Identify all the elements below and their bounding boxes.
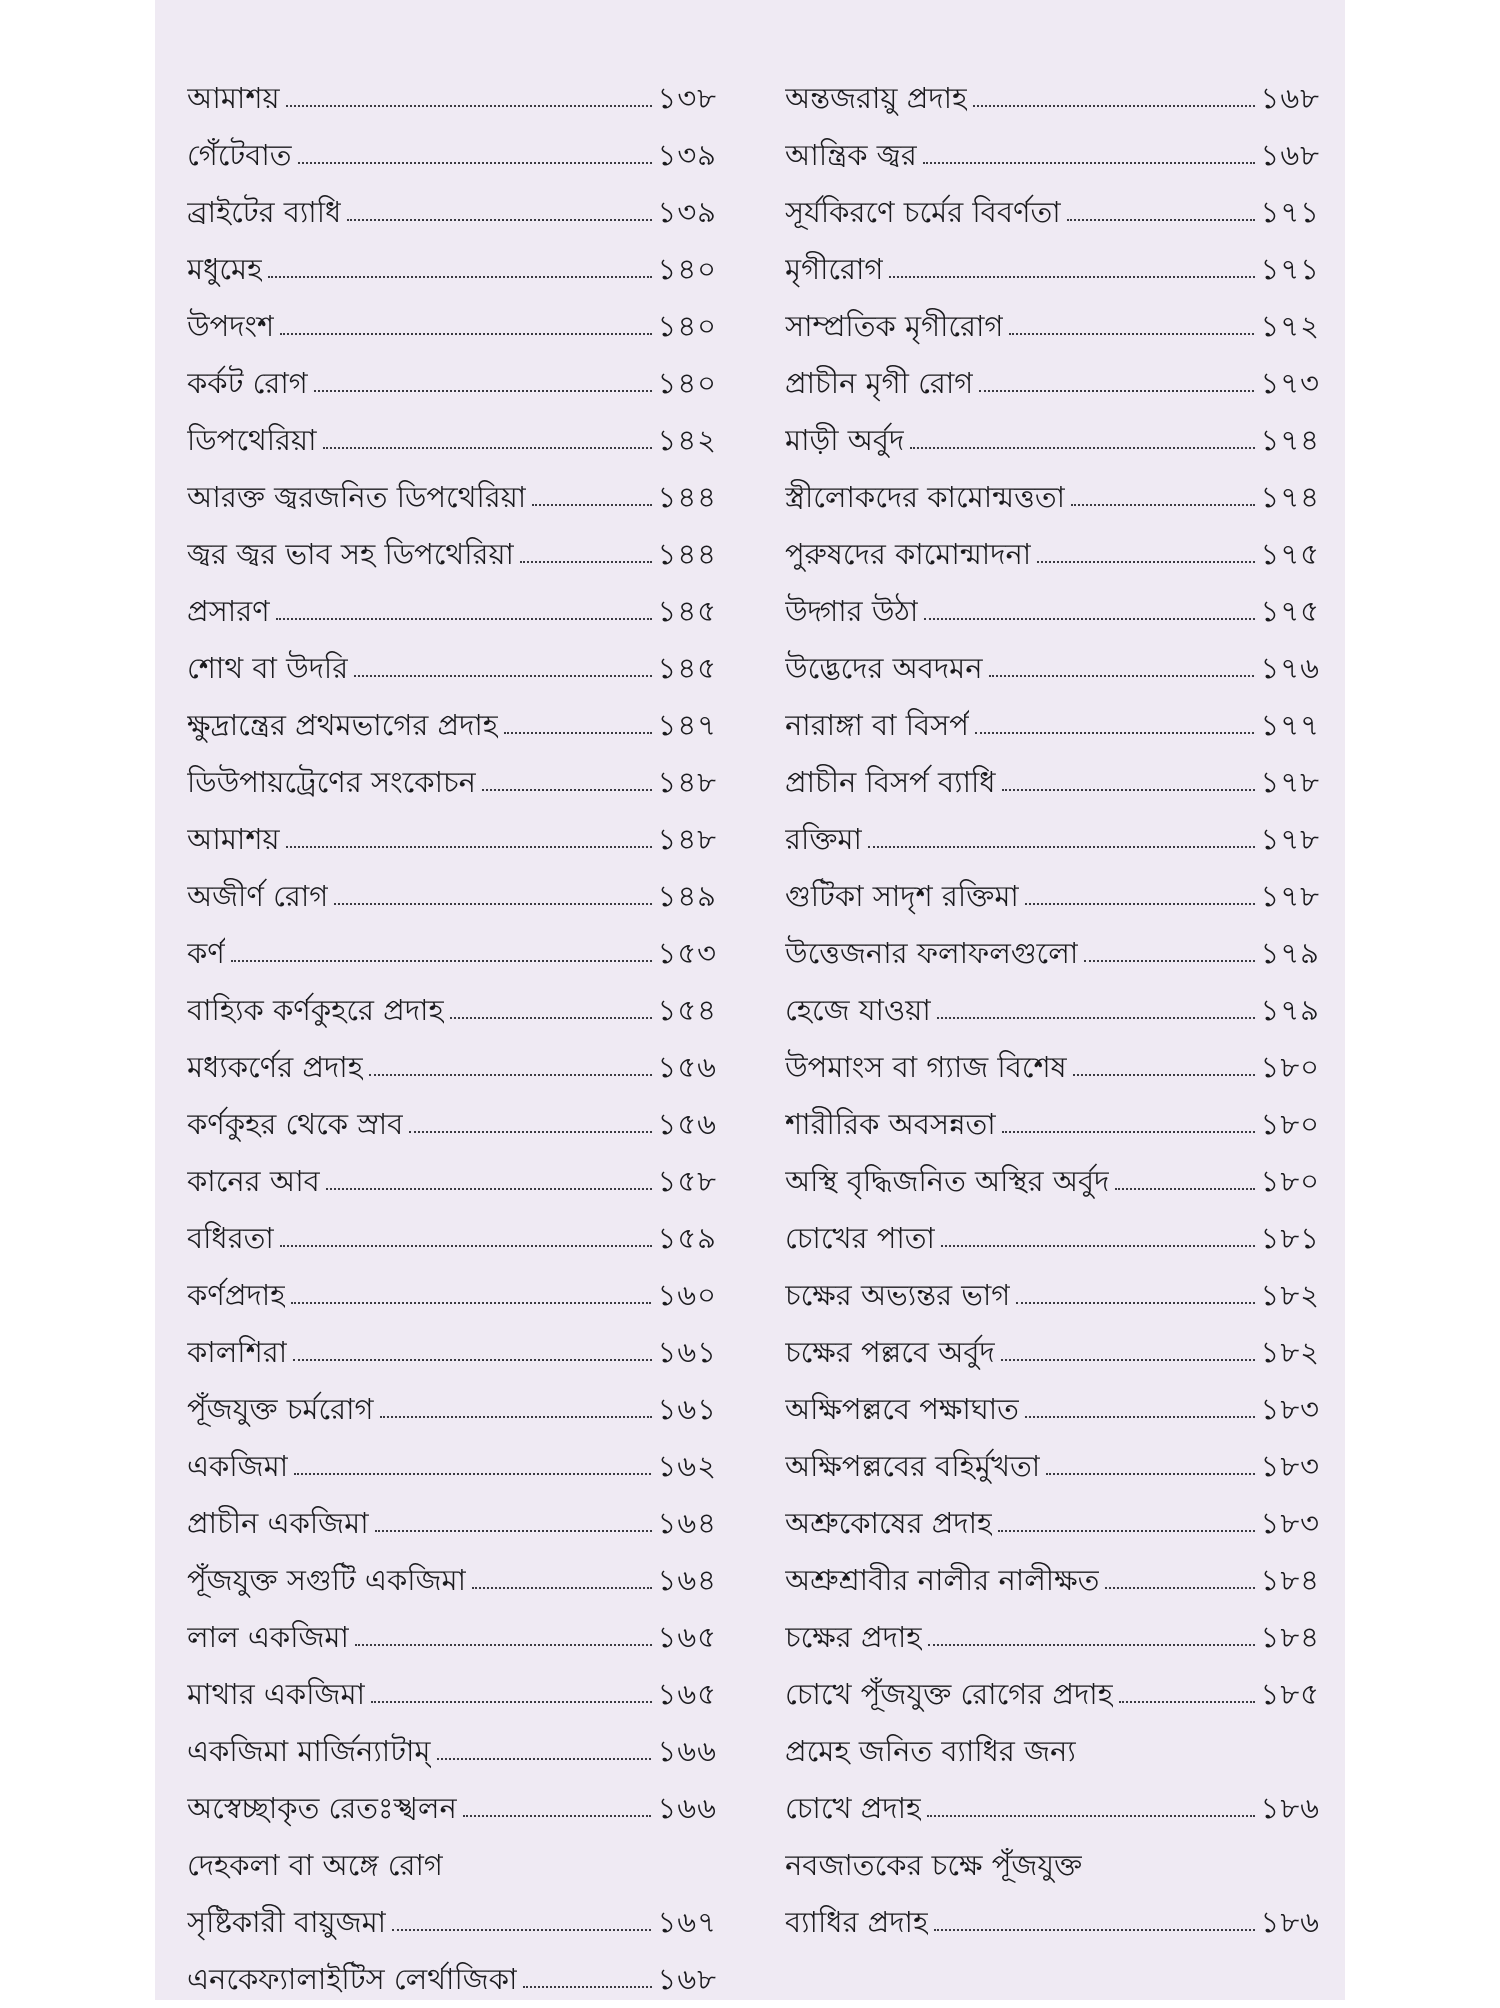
dot-leader xyxy=(1016,1301,1254,1304)
toc-entry-page-number: ১৭৪ xyxy=(1260,423,1320,457)
toc-entry-title: চক্ষের পল্লবে অর্বুদ xyxy=(785,1335,995,1369)
toc-entry-title: অন্তজরায়ু প্রদাহ xyxy=(785,81,968,115)
dot-leader xyxy=(989,674,1255,677)
dot-leader xyxy=(910,446,1254,449)
toc-entry xyxy=(785,412,1320,469)
toc-entry-page-number: ১৩৯ xyxy=(657,138,717,172)
dot-leader xyxy=(482,788,652,791)
toc-entry xyxy=(785,1837,1320,1894)
dot-leader xyxy=(1009,332,1254,335)
toc-entry xyxy=(187,1324,717,1381)
toc-entry-title: আমাশয় xyxy=(187,822,280,856)
toc-entry-page-number: ১৮৬ xyxy=(1260,1791,1320,1825)
toc-entry-page-number: ১৬২ xyxy=(657,1449,717,1483)
toc-entry-title: হেজে যাওয়া xyxy=(785,993,931,1027)
toc-entry xyxy=(187,412,717,469)
toc-entry-page-number: ১৬৪ xyxy=(657,1506,717,1540)
toc-entry-page-number: ১৬৭ xyxy=(657,1905,717,1939)
dot-leader xyxy=(437,1757,652,1760)
dot-leader xyxy=(355,1643,652,1646)
toc-entry-title: মাথার একজিমা xyxy=(187,1677,365,1711)
toc-entry-page-number: ১৬৫ xyxy=(657,1677,717,1711)
dot-leader xyxy=(280,1244,652,1247)
toc-entry xyxy=(785,1324,1320,1381)
toc-entry-title: সাম্প্রতিক মৃগীরোগ xyxy=(785,309,1004,343)
toc-entry-title: নবজাতকের চক্ষে পূঁজযুক্ত xyxy=(785,1848,1083,1882)
toc-entry xyxy=(187,241,717,298)
toc-entry-page-number: ১৭৮ xyxy=(1260,822,1320,856)
toc-entry xyxy=(785,1267,1320,1324)
dot-leader xyxy=(1046,1472,1254,1475)
dot-leader xyxy=(1002,788,1255,791)
toc-entry xyxy=(785,1039,1320,1096)
dot-leader xyxy=(928,1643,1255,1646)
toc-entry xyxy=(785,526,1320,583)
dot-leader xyxy=(1071,503,1255,506)
dot-leader xyxy=(923,161,1255,164)
dot-leader xyxy=(294,1472,651,1475)
toc-entry-title: চোখে পূঁজযুক্ত রোগের প্রদাহ xyxy=(785,1677,1113,1711)
toc-entry xyxy=(785,1438,1320,1495)
toc-entry-page-number: ১৮৪ xyxy=(1260,1563,1320,1597)
toc-entry-title: মধুমেহ xyxy=(187,252,263,286)
toc-entry-title: অস্বেচ্ছাকৃত রেতঃস্খলন xyxy=(187,1791,457,1825)
toc-entry xyxy=(785,754,1320,811)
dot-leader xyxy=(326,1187,652,1190)
toc-entry-title: অক্ষিপল্লবে পক্ষাঘাত xyxy=(785,1392,1019,1426)
dot-leader xyxy=(973,104,1254,107)
toc-entry xyxy=(785,1381,1320,1438)
toc-entry-page-number: ১৫৬ xyxy=(657,1107,717,1141)
toc-entry-title: কর্ণকুহর থেকে স্রাব xyxy=(187,1107,404,1141)
toc-entry-title: অজীর্ণ রোগ xyxy=(187,879,329,913)
toc-entry xyxy=(187,754,717,811)
toc-entry-page-number: ১৭৮ xyxy=(1260,765,1320,799)
toc-entry-page-number: ১৭৬ xyxy=(1260,651,1320,685)
toc-entry-title: অশ্রুকোষের প্রদাহ xyxy=(785,1506,993,1540)
dot-leader xyxy=(369,1073,652,1076)
toc-entry-page-number: ১৮০ xyxy=(1260,1107,1320,1141)
toc-entry-page-number: ১৭৭ xyxy=(1260,708,1320,742)
toc-entry-page-number: ১৪৮ xyxy=(657,822,717,856)
dot-leader xyxy=(979,389,1254,392)
toc-entry-title: ডিপথেরিয়া xyxy=(187,423,317,457)
toc-entry-page-number: ১৮০ xyxy=(1260,1050,1320,1084)
toc-entry-page-number: ১৪০ xyxy=(657,366,717,400)
toc-entry-title: শোথ বা উদরি xyxy=(187,651,349,685)
toc-entry-title: চোখে প্রদাহ xyxy=(785,1791,922,1825)
toc-entry-title: প্রসারণ xyxy=(187,594,270,628)
toc-entry-title: লাল একজিমা xyxy=(187,1620,349,1654)
toc-entry-title: ব্যাধির প্রদাহ xyxy=(785,1905,929,1939)
toc-entry xyxy=(187,1096,717,1153)
toc-entry xyxy=(785,583,1320,640)
toc-entry xyxy=(187,1609,717,1666)
toc-entry-title: সৃষ্টিকারী বায়ুজমা xyxy=(187,1905,387,1939)
toc-entry xyxy=(785,1894,1320,1951)
dot-leader xyxy=(520,560,652,563)
toc-entry-page-number: ১৭১ xyxy=(1260,252,1320,286)
toc-entry xyxy=(785,982,1320,1039)
toc-entry-page-number: ১৬৬ xyxy=(657,1734,717,1768)
toc-entry-page-number: ১৩৯ xyxy=(657,195,717,229)
toc-entry-title: শারীরিক অবসন্নতা xyxy=(785,1107,996,1141)
dot-leader xyxy=(276,617,652,620)
toc-entry xyxy=(187,1951,717,2008)
toc-left-column xyxy=(187,70,717,2008)
toc-entry-title: কর্কট রোগ xyxy=(187,366,308,400)
toc-entry xyxy=(785,1609,1320,1666)
toc-entry xyxy=(187,184,717,241)
toc-entry xyxy=(187,1666,717,1723)
dot-leader xyxy=(937,1016,1255,1019)
toc-entry xyxy=(785,127,1320,184)
toc-entry xyxy=(187,1552,717,1609)
toc-entry-page-number: ১৭২ xyxy=(1260,309,1320,343)
dot-leader xyxy=(380,1415,652,1418)
toc-entry-title: কালশিরা xyxy=(187,1335,288,1369)
toc-entry-title: আরক্ত জ্বরজনিত ডিপথেরিয়া xyxy=(187,480,527,514)
toc-entry xyxy=(187,1438,717,1495)
toc-entry-page-number: ১৮৩ xyxy=(1260,1506,1320,1540)
toc-entry xyxy=(785,1552,1320,1609)
toc-entry-page-number: ১৭৫ xyxy=(1260,594,1320,628)
toc-entry-title: রক্তিমা xyxy=(785,822,862,856)
toc-entry xyxy=(187,640,717,697)
toc-entry-page-number: ১৪৪ xyxy=(657,537,717,571)
dot-leader xyxy=(347,218,651,221)
toc-entry-page-number: ১৪৭ xyxy=(657,708,717,742)
dot-leader xyxy=(1115,1187,1254,1190)
toc-entry xyxy=(187,925,717,982)
dot-leader xyxy=(268,275,651,278)
dot-leader xyxy=(941,1244,1255,1247)
toc-entry-title: স্ত্রীলোকদের কামোন্মত্ততা xyxy=(785,480,1065,514)
dot-leader xyxy=(354,674,651,677)
toc-entry-title: অশ্রুশ্রাবীর নালীর নালীক্ষত xyxy=(785,1563,1100,1597)
toc-entry xyxy=(187,127,717,184)
toc-entry-page-number: ১৭৩ xyxy=(1260,366,1320,400)
dot-leader xyxy=(280,332,651,335)
dot-leader xyxy=(1073,1073,1255,1076)
toc-entry-title: আন্ত্রিক জ্বর xyxy=(785,138,917,172)
toc-entry xyxy=(187,1267,717,1324)
toc-entry-page-number: ১৫৮ xyxy=(657,1164,717,1198)
toc-entry xyxy=(785,70,1320,127)
toc-entry-title: অস্থি বৃদ্ধিজনিত অস্থির অর্বুদ xyxy=(785,1164,1110,1198)
toc-entry-page-number: ১৭১ xyxy=(1260,195,1320,229)
toc-entry-title: উপমাংস বা গ্যাজ বিশেষ xyxy=(785,1050,1067,1084)
toc-entry xyxy=(187,298,717,355)
toc-entry-title: গেঁটেবাত xyxy=(187,138,292,172)
toc-entry-title: কর্ণ xyxy=(187,936,225,970)
dot-leader xyxy=(1025,1415,1255,1418)
toc-entry-page-number: ১৬৫ xyxy=(657,1620,717,1654)
toc-entry-title: নারাঙ্গা বা বিসর্প xyxy=(785,708,969,742)
toc-entry-page-number: ১৬৮ xyxy=(1260,81,1320,115)
dot-leader xyxy=(298,161,652,164)
dot-leader xyxy=(975,731,1254,734)
toc-entry-page-number: ১৭৮ xyxy=(1260,879,1320,913)
toc-entry xyxy=(187,526,717,583)
dot-leader xyxy=(371,1700,652,1703)
toc-entry-page-number: ১৬৪ xyxy=(657,1563,717,1597)
toc-entry-title: কানের আব xyxy=(187,1164,320,1198)
toc-entry xyxy=(187,1381,717,1438)
dot-leader xyxy=(291,1301,651,1304)
toc-entry-page-number: ১৪০ xyxy=(657,252,717,286)
dot-leader xyxy=(375,1529,652,1532)
toc-entry-title: চোখের পাতা xyxy=(785,1221,935,1255)
toc-entry-title: ডিউপায়ট্রেণের সংকোচন xyxy=(187,765,476,799)
dot-leader xyxy=(504,731,651,734)
dot-leader xyxy=(286,104,652,107)
toc-entry xyxy=(785,469,1320,526)
toc-entry-title: কর্ণপ্রদাহ xyxy=(187,1278,286,1312)
toc-entry-title: পুরুষদের কামোন্মাদনা xyxy=(785,537,1032,571)
toc-entry xyxy=(187,355,717,412)
toc-entry-title: পূঁজযুক্ত সগুটি একজিমা xyxy=(187,1563,467,1597)
toc-entry-page-number: ১৪৮ xyxy=(657,765,717,799)
dot-leader xyxy=(523,1985,651,1988)
toc-entry xyxy=(187,1723,717,1780)
toc-entry-page-number: ১৭৪ xyxy=(1260,480,1320,514)
dot-leader xyxy=(1105,1586,1254,1589)
toc-entry xyxy=(785,1096,1320,1153)
toc-entry xyxy=(187,1039,717,1096)
toc-entry-title: অক্ষিপল্লবের বহির্মুখতা xyxy=(785,1449,1041,1483)
toc-entry-title: বাহ্যিক কর্ণকুহরে প্রদাহ xyxy=(187,993,444,1027)
dot-leader xyxy=(1067,218,1255,221)
toc-entry-page-number: ১৮৫ xyxy=(1260,1677,1320,1711)
toc-entry-page-number: ১৪৫ xyxy=(657,594,717,628)
toc-entry xyxy=(187,1153,717,1210)
dot-leader xyxy=(1119,1700,1255,1703)
toc-entry-title: প্রাচীন বিসর্প ব্যাধি xyxy=(785,765,996,799)
toc-entry-title: ব্রাইটের ব্যাধি xyxy=(187,195,342,229)
toc-entry-page-number: ১৮৬ xyxy=(1260,1905,1320,1939)
dot-leader xyxy=(934,1928,1254,1931)
toc-entry-page-number: ১৫৯ xyxy=(657,1221,717,1255)
toc-entry-page-number: ১৫৪ xyxy=(657,993,717,1027)
toc-entry-title: সূর্যকিরণে চর্মের বিবর্ণতা xyxy=(785,195,1061,229)
dot-leader xyxy=(1025,902,1255,905)
dot-leader xyxy=(1001,1358,1255,1361)
dot-leader xyxy=(1002,1130,1255,1133)
toc-entry-title: মৃগীরোগ xyxy=(785,252,884,286)
toc-entry-page-number: ১৮০ xyxy=(1260,1164,1320,1198)
toc-entry-title: বধিরতা xyxy=(187,1221,274,1255)
toc-entry xyxy=(785,184,1320,241)
toc-entry xyxy=(785,1210,1320,1267)
dot-leader xyxy=(286,845,652,848)
toc-entry-title: উপদংশ xyxy=(187,309,275,343)
toc-entry-title: এনকেফ্যালাইটিস লের্থাজিকা xyxy=(187,1962,518,1996)
toc-entry-page-number: ১৮৩ xyxy=(1260,1392,1320,1426)
toc-entry-page-number: ১৬১ xyxy=(657,1392,717,1426)
toc-entry xyxy=(785,1780,1320,1837)
toc-entry-title: গুটিকা সাদৃশ রক্তিমা xyxy=(785,879,1019,913)
dot-leader xyxy=(409,1130,651,1133)
dot-leader xyxy=(868,845,1255,848)
toc-entry xyxy=(187,70,717,127)
toc-entry-page-number: ১৮৪ xyxy=(1260,1620,1320,1654)
toc-entry xyxy=(187,1780,717,1837)
dot-leader xyxy=(998,1529,1254,1532)
toc-entry-title: চক্ষের অভ্যন্তর ভাগ xyxy=(785,1278,1011,1312)
toc-entry xyxy=(785,925,1320,982)
toc-entry-page-number: ১৪২ xyxy=(657,423,717,457)
toc-entry-page-number: ১৮২ xyxy=(1260,1335,1320,1369)
toc-entry-page-number: ১৪৪ xyxy=(657,480,717,514)
toc-entry-title: প্রাচীন মৃগী রোগ xyxy=(785,366,974,400)
toc-entry xyxy=(187,811,717,868)
dot-leader xyxy=(463,1814,652,1817)
toc-entry xyxy=(785,1153,1320,1210)
toc-entry-page-number: ১৮১ xyxy=(1260,1221,1320,1255)
toc-entry xyxy=(785,355,1320,412)
dot-leader xyxy=(1037,560,1254,563)
toc-entry-title: ক্ষুদ্রান্ত্রের প্রথমভাগের প্রদাহ xyxy=(187,708,499,742)
toc-entry-title: একজিমা মার্জিন্যাটাম্ xyxy=(187,1734,431,1768)
dot-leader xyxy=(231,959,652,962)
toc-entry xyxy=(187,868,717,925)
toc-entry-page-number: ১৪০ xyxy=(657,309,717,343)
toc-entry-title: আমাশয় xyxy=(187,81,280,115)
toc-entry-page-number: ১৮৩ xyxy=(1260,1449,1320,1483)
toc-entry xyxy=(785,1723,1320,1780)
dot-leader xyxy=(314,389,652,392)
dot-leader xyxy=(392,1928,651,1931)
toc-entry xyxy=(785,241,1320,298)
toc-entry xyxy=(187,1495,717,1552)
toc-entry-title: জ্বর জ্বর ভাব সহ ডিপথেরিয়া xyxy=(187,537,514,571)
toc-entry-page-number: ১৭৯ xyxy=(1260,936,1320,970)
toc-right-column xyxy=(785,70,1320,1951)
toc-entry-title: মধ্যকর্ণের প্রদাহ xyxy=(187,1050,363,1084)
toc-entry-page-number: ১৭৯ xyxy=(1260,993,1320,1027)
toc-entry-title: উদ্ভেদের অবদমন xyxy=(785,651,983,685)
toc-entry xyxy=(187,583,717,640)
toc-entry xyxy=(187,1894,717,1951)
dot-leader xyxy=(1084,959,1254,962)
toc-entry-title: একজিমা xyxy=(187,1449,289,1483)
dot-leader xyxy=(334,902,651,905)
toc-entry-title: চক্ষের প্রদাহ xyxy=(785,1620,922,1654)
toc-entry-title: পূঁজযুক্ত চর্মরোগ xyxy=(187,1392,374,1426)
toc-entry-page-number: ১৮২ xyxy=(1260,1278,1320,1312)
toc-entry-title: প্রাচীন একজিমা xyxy=(187,1506,369,1540)
toc-entry-title: উদ্গার উঠা xyxy=(785,594,919,628)
toc-entry xyxy=(187,982,717,1039)
toc-entry xyxy=(785,868,1320,925)
toc-entry-title: মাড়ী অর্বুদ xyxy=(785,423,905,457)
dot-leader xyxy=(293,1358,651,1361)
toc-entry xyxy=(785,1666,1320,1723)
toc-entry-page-number: ১৬৮ xyxy=(1260,138,1320,172)
toc-entry xyxy=(785,640,1320,697)
toc-entry-page-number: ১৬১ xyxy=(657,1335,717,1369)
toc-entry-page-number: ১৫৩ xyxy=(657,936,717,970)
dot-leader xyxy=(924,617,1254,620)
dot-leader xyxy=(889,275,1254,278)
toc-entry xyxy=(785,298,1320,355)
toc-entry xyxy=(187,469,717,526)
toc-entry-page-number: ১৭৫ xyxy=(1260,537,1320,571)
dot-leader xyxy=(450,1016,652,1019)
toc-entry-title: দেহকলা বা অঙ্গে রোগ xyxy=(187,1848,443,1882)
toc-entry-page-number: ১৪৯ xyxy=(657,879,717,913)
toc-entry-page-number: ১৬০ xyxy=(657,1278,717,1312)
toc-entry xyxy=(785,811,1320,868)
dot-leader xyxy=(323,446,652,449)
toc-entry xyxy=(187,1837,717,1894)
toc-entry-title: প্রমেহ জনিত ব্যাধির জন্য xyxy=(785,1734,1076,1768)
dot-leader xyxy=(532,503,651,506)
toc-entry-page-number: ১৪৫ xyxy=(657,651,717,685)
dot-leader xyxy=(472,1586,651,1589)
toc-entry xyxy=(187,697,717,754)
dot-leader xyxy=(927,1814,1254,1817)
toc-entry xyxy=(785,1495,1320,1552)
toc-entry-title: উত্তেজনার ফলাফলগুলো xyxy=(785,936,1079,970)
toc-entry-page-number: ১৫৬ xyxy=(657,1050,717,1084)
toc-entry-page-number: ১৬৮ xyxy=(657,1962,717,1996)
toc-entry-page-number: ১৩৮ xyxy=(657,81,717,115)
toc-entry-page-number: ১৬৬ xyxy=(657,1791,717,1825)
toc-entry xyxy=(187,1210,717,1267)
toc-entry xyxy=(785,697,1320,754)
